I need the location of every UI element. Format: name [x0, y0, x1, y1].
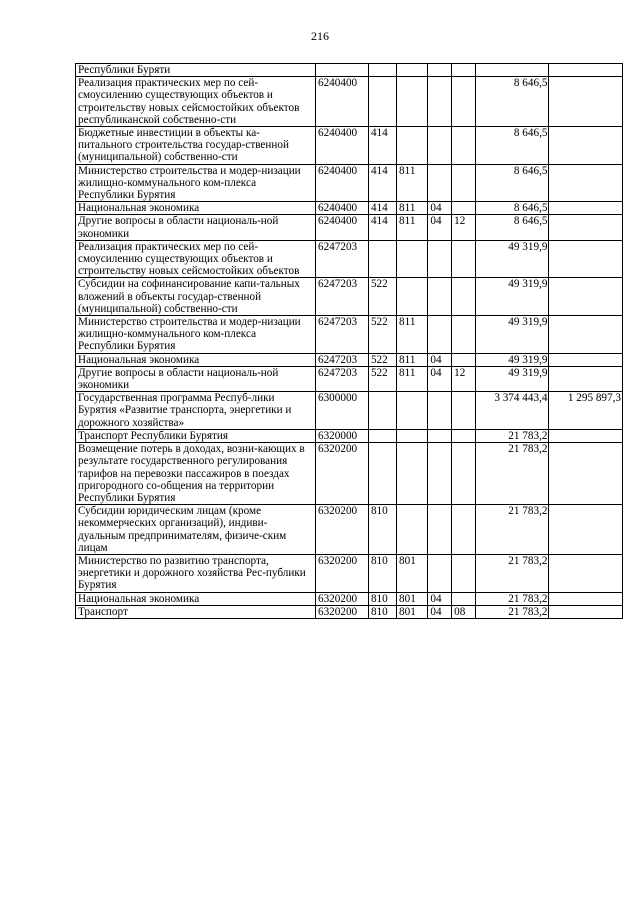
cell-amount-2: [549, 64, 623, 77]
cell-target-article: 6240400: [315, 164, 368, 202]
table-row: [76, 215, 623, 240]
cell-target-article: 6320000: [315, 429, 368, 442]
cell-subsection: [452, 505, 476, 555]
cell-target-article: 6247203: [315, 240, 368, 278]
cell-section: 04: [428, 202, 452, 215]
cell-section: [428, 240, 452, 278]
cell-amount: 21 783,2: [475, 605, 549, 618]
cell-amount-2: [549, 429, 623, 442]
cell-expense-type: 810: [368, 505, 396, 555]
cell-subsection: [452, 392, 476, 430]
cell-expense-type: 810: [368, 605, 396, 618]
cell-amount: 49 319,9: [475, 316, 549, 354]
cell-expense-type: 414: [368, 215, 396, 240]
cell-amount-2: [549, 443, 623, 505]
table-row: [76, 505, 623, 555]
cell-amount-2: [549, 127, 623, 165]
cell-target-article: 6247203: [315, 366, 368, 391]
cell-target-article: 6320200: [315, 605, 368, 618]
table-row: [76, 202, 623, 215]
cell-expense-type: 810: [368, 592, 396, 605]
cell-amount: 8 646,5: [475, 215, 549, 240]
cell-subsection: [452, 202, 476, 215]
cell-amount-2: [549, 366, 623, 391]
cell-target-article: 6300000: [315, 392, 368, 430]
cell-amount: [475, 64, 549, 77]
cell-ministry-code: 801: [397, 592, 428, 605]
cell-ministry-code: 811: [397, 316, 428, 354]
cell-ministry-code: 811: [397, 366, 428, 391]
cell-name: Субсидии на софинансирование капи-тальных вложений в объекты государ-ственной (муниципальной) собственно-сти: [76, 278, 316, 316]
cell-target-article: 6240400: [315, 77, 368, 127]
cell-expense-type: 522: [368, 316, 396, 354]
cell-section: 04: [428, 605, 452, 618]
cell-target-article: 6247203: [315, 353, 368, 366]
cell-name: Реализация практических мер по сей-смоусилению существующих объектов и строительству новых сейсмостойких объектов республиканской собственно-сти: [76, 77, 316, 127]
cell-amount-2: [549, 278, 623, 316]
cell-amount: 8 646,5: [475, 202, 549, 215]
table-row: [76, 392, 623, 430]
cell-target-article: 6240400: [315, 127, 368, 165]
budget-table: [75, 63, 623, 619]
cell-amount: 21 783,2: [475, 505, 549, 555]
table-row: [76, 278, 623, 316]
cell-section: [428, 443, 452, 505]
cell-amount: 21 783,2: [475, 554, 549, 592]
cell-name: Национальная экономика: [76, 592, 316, 605]
cell-ministry-code: 801: [397, 554, 428, 592]
cell-amount-2: [549, 554, 623, 592]
cell-subsection: [452, 316, 476, 354]
table-row: [76, 605, 623, 618]
cell-amount: 21 783,2: [475, 592, 549, 605]
cell-amount: 49 319,9: [475, 278, 549, 316]
cell-ministry-code: [397, 77, 428, 127]
cell-section: 04: [428, 366, 452, 391]
cell-subsection: [452, 554, 476, 592]
cell-amount-2: 1 295 897,3: [549, 392, 623, 430]
table-row: [76, 164, 623, 202]
cell-expense-type: [368, 429, 396, 442]
cell-ministry-code: 811: [397, 202, 428, 215]
cell-section: [428, 392, 452, 430]
table-row: [76, 443, 623, 505]
page-number: 216: [311, 29, 329, 43]
cell-amount: 49 319,9: [475, 353, 549, 366]
cell-amount-2: [549, 164, 623, 202]
table-row: [76, 353, 623, 366]
cell-target-article: 6320200: [315, 505, 368, 555]
table-row: [76, 77, 623, 127]
cell-name: Республики Буряти: [76, 64, 316, 77]
cell-name: Министерство строительства и модер-низации жилищно-коммунального ком-плекса Республики Бурятия: [76, 316, 316, 354]
cell-target-article: 6240400: [315, 202, 368, 215]
table-row: [76, 127, 623, 165]
cell-ministry-code: [397, 278, 428, 316]
cell-subsection: [452, 127, 476, 165]
cell-expense-type: 522: [368, 278, 396, 316]
cell-name: Возмещение потерь в доходах, возни-кающих в результате государственного регулирования тарифов на перевозки пассажиров в поездах пригородного со-общения на территории Республики Бурятия: [76, 443, 316, 505]
cell-subsection: [452, 164, 476, 202]
cell-section: [428, 429, 452, 442]
table-body: [76, 64, 623, 619]
cell-amount-2: [549, 505, 623, 555]
cell-amount: 8 646,5: [475, 77, 549, 127]
cell-amount: 21 783,2: [475, 429, 549, 442]
cell-name: Министерство по развитию транспорта, энергетики и дорожного хозяйства Рес-публики Бурятия: [76, 554, 316, 592]
cell-amount-2: [549, 592, 623, 605]
cell-name: Другие вопросы в области националь-ной экономики: [76, 215, 316, 240]
cell-ministry-code: [397, 64, 428, 77]
cell-section: [428, 554, 452, 592]
cell-ministry-code: [397, 429, 428, 442]
cell-amount-2: [549, 240, 623, 278]
cell-amount: 49 319,9: [475, 366, 549, 391]
cell-subsection: 12: [452, 366, 476, 391]
cell-amount-2: [549, 605, 623, 618]
cell-amount-2: [549, 316, 623, 354]
cell-amount: 21 783,2: [475, 443, 549, 505]
cell-amount: 3 374 443,4: [475, 392, 549, 430]
cell-name: Субсидии юридическим лицам (кроме некоммерческих организаций), индиви-дуальным предпринимателям, физиче-ским лицам: [76, 505, 316, 555]
cell-subsection: 08: [452, 605, 476, 618]
cell-subsection: [452, 77, 476, 127]
cell-expense-type: [368, 77, 396, 127]
cell-subsection: [452, 278, 476, 316]
cell-ministry-code: 801: [397, 605, 428, 618]
cell-ministry-code: [397, 240, 428, 278]
cell-section: 04: [428, 353, 452, 366]
cell-section: [428, 127, 452, 165]
cell-target-article: 6320200: [315, 443, 368, 505]
cell-name: Бюджетные инвестиции в объекты ка-питального строительства государ-ственной (муниципальной) собственно-сти: [76, 127, 316, 165]
cell-ministry-code: [397, 505, 428, 555]
cell-expense-type: [368, 64, 396, 77]
cell-name: Министерство строительства и модер-низации жилищно-коммунального ком-плекса Республики Бурятия: [76, 164, 316, 202]
cell-ministry-code: 811: [397, 164, 428, 202]
cell-section: [428, 278, 452, 316]
cell-target-article: 6247203: [315, 316, 368, 354]
cell-expense-type: 522: [368, 366, 396, 391]
cell-subsection: [452, 353, 476, 366]
cell-ministry-code: [397, 127, 428, 165]
table-row: [76, 240, 623, 278]
cell-ministry-code: 811: [397, 215, 428, 240]
cell-ministry-code: 811: [397, 353, 428, 366]
cell-expense-type: [368, 240, 396, 278]
cell-target-article: 6320200: [315, 592, 368, 605]
cell-section: [428, 77, 452, 127]
cell-section: 04: [428, 215, 452, 240]
cell-name: Национальная экономика: [76, 353, 316, 366]
cell-name: Транспорт: [76, 605, 316, 618]
cell-subsection: 12: [452, 215, 476, 240]
cell-section: 04: [428, 592, 452, 605]
cell-amount: 49 319,9: [475, 240, 549, 278]
cell-amount-2: [549, 353, 623, 366]
cell-subsection: [452, 64, 476, 77]
cell-section: [428, 505, 452, 555]
cell-subsection: [452, 592, 476, 605]
cell-name: Реализация практических мер по сей-смоусилению существующих объектов и строительству новых сейсмостойких объектов: [76, 240, 316, 278]
cell-amount-2: [549, 202, 623, 215]
cell-amount-2: [549, 215, 623, 240]
cell-expense-type: 810: [368, 554, 396, 592]
cell-subsection: [452, 443, 476, 505]
cell-expense-type: [368, 443, 396, 505]
cell-target-article: [315, 64, 368, 77]
cell-amount-2: [549, 77, 623, 127]
cell-name: Национальная экономика: [76, 202, 316, 215]
table-row: [76, 366, 623, 391]
cell-target-article: 6247203: [315, 278, 368, 316]
cell-target-article: 6240400: [315, 215, 368, 240]
table-row: [76, 554, 623, 592]
cell-amount: 8 646,5: [475, 164, 549, 202]
cell-expense-type: 414: [368, 164, 396, 202]
cell-subsection: [452, 429, 476, 442]
cell-ministry-code: [397, 392, 428, 430]
cell-section: [428, 164, 452, 202]
cell-target-article: 6320200: [315, 554, 368, 592]
cell-expense-type: 414: [368, 202, 396, 215]
cell-name: Государственная программа Респуб-лики Бурятия «Развитие транспорта, энергетики и дорожного хозяйства»: [76, 392, 316, 430]
table-row: [76, 429, 623, 442]
cell-expense-type: [368, 392, 396, 430]
table-row: [76, 64, 623, 77]
cell-section: [428, 64, 452, 77]
cell-amount: 8 646,5: [475, 127, 549, 165]
cell-subsection: [452, 240, 476, 278]
cell-section: [428, 316, 452, 354]
cell-name: Другие вопросы в области националь-ной экономики: [76, 366, 316, 391]
table-row: [76, 316, 623, 354]
cell-expense-type: 522: [368, 353, 396, 366]
cell-ministry-code: [397, 443, 428, 505]
cell-name: Транспорт Республики Бурятия: [76, 429, 316, 442]
table-row: [76, 592, 623, 605]
cell-expense-type: 414: [368, 127, 396, 165]
